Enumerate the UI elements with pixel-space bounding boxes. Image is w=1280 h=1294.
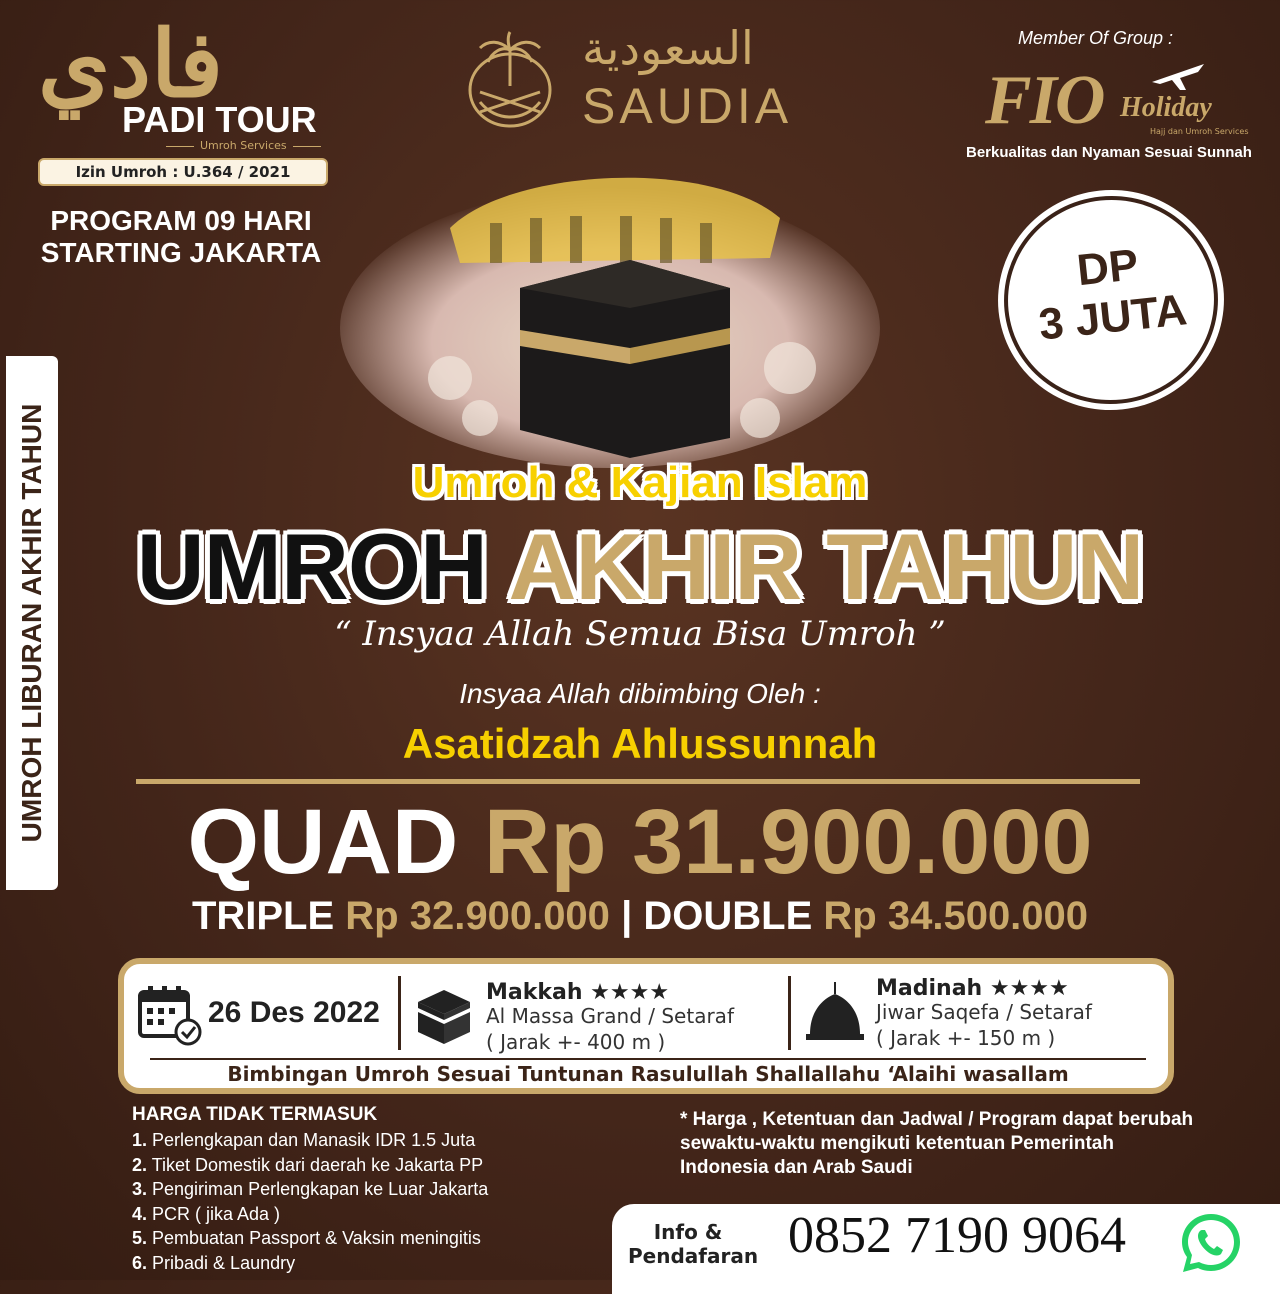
dp-amount: 3 JUTA <box>1036 285 1190 350</box>
list-item: 1. Perlengkapan dan Manasik IDR 1.5 Juta <box>132 1130 476 1150</box>
dp-label: DP <box>1074 240 1141 296</box>
mosque-dome-icon <box>804 982 866 1044</box>
madinah-hotel-title: Madinah ★★★★ <box>876 976 1069 1001</box>
divider <box>788 976 791 1050</box>
list-item: 2. Tiket Domestik dari daerah ke Jakarta PP <box>132 1154 484 1175</box>
headline-subtitle: Umroh & Kajian Islam <box>412 458 868 507</box>
padi-tour-logo-subtitle: Umroh Services <box>160 139 327 152</box>
airplane-icon <box>1150 58 1206 94</box>
saudia-arabic-wordmark: السعودية <box>582 21 754 75</box>
program-duration: PROGRAM 09 HARI <box>50 205 312 236</box>
quad-price-line <box>0 790 1280 894</box>
disclaimer-note: * Harga , Ketentuan dan Jadwal / Program dapat berubah sewaktu-waktu mengikuti ketentuan Pemerintah Indonesia dan Arab Saudi <box>680 1109 1194 1178</box>
departure-date: 26 Des 2022 <box>208 996 380 1029</box>
down-payment-badge <box>994 185 1229 414</box>
fio-logo: FIO <box>985 62 1104 139</box>
headline-title <box>0 512 1280 622</box>
guides-name: Asatidzah Ahlussunnah <box>402 720 878 767</box>
calendar-check-icon <box>138 986 202 1046</box>
makkah-hotel-distance: ( Jarak +- 400 m ) <box>486 1030 666 1054</box>
license-badge: Izin Umroh : U.364 / 2021 <box>38 158 328 186</box>
whatsapp-icon[interactable] <box>1178 1210 1244 1276</box>
headline-word-akhir-tahun: AKHIR TAHUN <box>508 514 1144 619</box>
list-item: 6. Pribadi & Laundry <box>132 1252 296 1273</box>
excluded-list <box>132 1128 488 1275</box>
guided-by-label: Insyaa Allah dibimbing Oleh : <box>459 678 821 709</box>
contact-label-line2: Pendafaran <box>628 1244 759 1268</box>
program-departure: STARTING JAKARTA <box>40 237 322 268</box>
phone-number[interactable]: 0852 7190 9064 <box>788 1207 1126 1264</box>
madinah-hotel-distance: ( Jarak +- 150 m ) <box>876 1026 1056 1050</box>
fio-tagline: Berkualitas dan Nyaman Sesuai Sunnah <box>966 144 1252 161</box>
makkah-hotel-title: Makkah ★★★★ <box>486 980 670 1005</box>
guidance-statement: Bimbingan Umroh Sesuai Tuntunan Rasulullah Shallallahu ‘Alaihi wasallam <box>150 1058 1146 1086</box>
other-prices-line <box>0 894 1280 939</box>
double-price: Rp 34.500.000 <box>823 894 1089 938</box>
divider <box>136 779 1140 784</box>
side-tag-label: UMROH LIBURAN AKHIR TAHUN <box>16 403 47 843</box>
kaaba-icon <box>414 986 474 1046</box>
madinah-hotel-name: Jiwar Saqefa / Setaraf <box>876 1000 1092 1024</box>
list-item: 5. Pembuatan Passport & Vaksin meningitis <box>132 1228 481 1248</box>
program-info <box>36 205 326 269</box>
saudia-palm-emblem-icon <box>466 28 554 128</box>
headline-tagline: “ Insyaa Allah Semua Bisa Umroh ” <box>334 614 946 654</box>
excluded-title: HARGA TIDAK TERMASUK <box>132 1104 378 1125</box>
divider <box>398 976 401 1050</box>
price-separator: | <box>621 894 633 938</box>
saudia-wordmark: SAUDIA <box>582 78 793 134</box>
quad-price: Rp 31.900.000 <box>483 791 1093 893</box>
triple-label: TRIPLE <box>191 894 335 938</box>
list-item: 3. Pengiriman Perlengkapan ke Luar Jakarta <box>132 1179 489 1199</box>
padi-tour-logo-name: PADI TOUR <box>122 99 317 140</box>
contact-label <box>628 1220 759 1268</box>
fio-logo-subtitle: Hajj dan Umroh Services <box>1150 127 1249 136</box>
list-item: 4. PCR ( jika Ada ) <box>132 1203 281 1224</box>
triple-price: Rp 32.900.000 <box>345 894 610 938</box>
fio-logo-holiday: Holiday <box>1120 92 1212 123</box>
padi-tour-logo-arabic: فادي <box>38 10 223 118</box>
contact-label-line1: Info & <box>653 1220 723 1244</box>
quad-label: QUAD <box>187 791 459 893</box>
kaaba-watercolor-illustration <box>330 168 890 468</box>
headline-word-umroh: UMROH <box>136 514 487 619</box>
member-of-group-label: Member Of Group : <box>1018 28 1174 48</box>
makkah-hotel-name: Al Massa Grand / Setaraf <box>486 1004 734 1028</box>
double-label: DOUBLE <box>643 894 813 938</box>
